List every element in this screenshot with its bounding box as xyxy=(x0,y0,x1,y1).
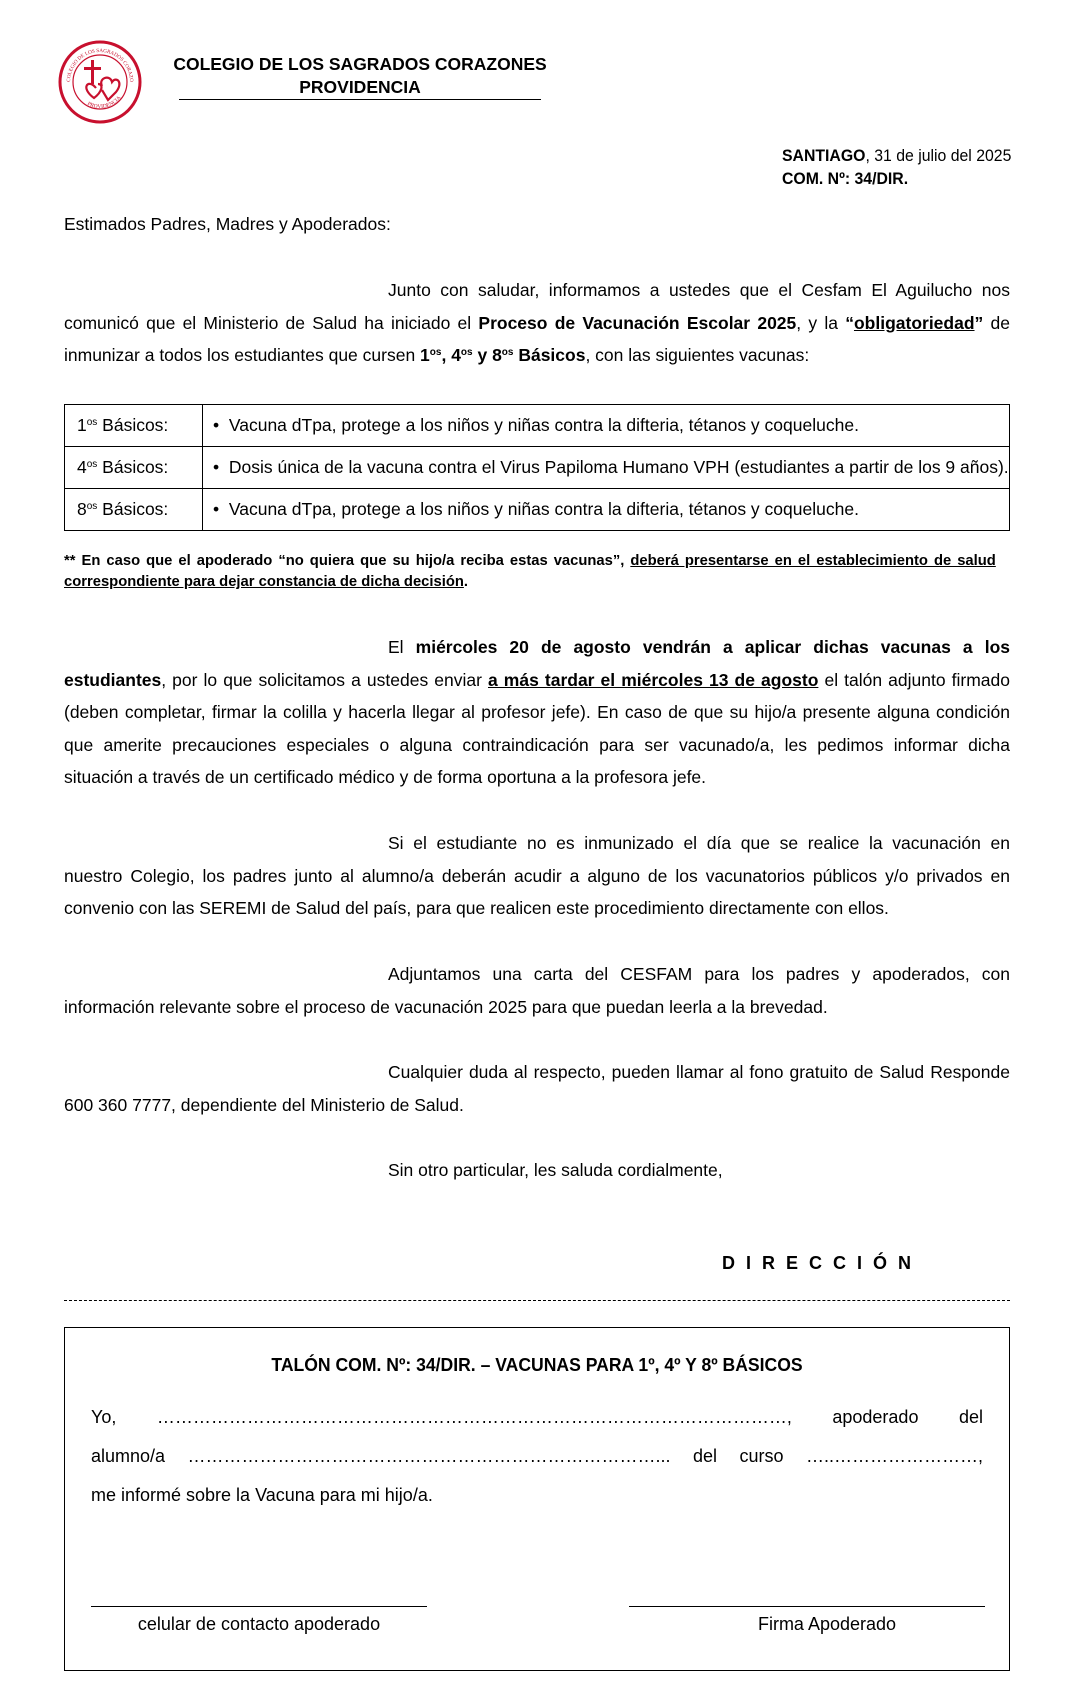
cut-line xyxy=(64,1300,1010,1301)
phone-signature-line[interactable] xyxy=(91,1606,427,1607)
greeting: Estimados Padres, Madres y Apoderados: xyxy=(64,214,391,234)
date-block xyxy=(782,144,1011,190)
logo-text-top: COLEGIO DE LOS SAGRADOS CORAZO xyxy=(65,47,135,83)
table-row xyxy=(65,489,1010,531)
reply-slip-title: TALÓN COM. Nº: 34/DIR. – VACUNAS PARA 1º, 4º Y 8º BÁSICOS xyxy=(271,1354,803,1375)
reply-slip xyxy=(64,1327,1010,1671)
svg-text:COLEGIO DE LOS SAGRADOS CORAZO xyxy=(58,40,134,82)
paragraph-cesfam-letter: Adjuntamos una carta del CESFAM para los padres y apoderados, con información relevante sobre el proceso de vacunación 2025 para que puedan leerla a la brevedad. xyxy=(64,964,1010,1017)
student-course-line[interactable]: alumno/a ……………………………………………………………………... del curso …..……………………, xyxy=(91,1446,983,1466)
refusal-note: ** En caso que el apoderado “no quiera que su hijo/a reciba estas vacunas”, deberá presentarse en el establecimiento de salud correspondiente para dejar constancia de dicha decisión. xyxy=(64,552,996,590)
signature-label: Firma Apoderado xyxy=(757,1614,897,1634)
guardian-signature-line[interactable] xyxy=(629,1606,985,1607)
school-header xyxy=(170,53,550,100)
city: SANTIAGO xyxy=(782,146,866,165)
vaccine-cell: • Vacuna dTpa, protege a los niños y niñas contra la difteria, tétanos y coqueluche. xyxy=(203,405,1010,447)
date: , 31 de julio del 2025 xyxy=(865,146,1012,165)
vaccine-table xyxy=(64,404,1010,531)
closing: Sin otro particular, les saluda cordialmente, xyxy=(388,1160,723,1180)
grade-cell: $4^{os}$ Básicos: xyxy=(65,447,203,489)
acknowledgement-line: me informé sobre la Vacuna para mi hijo/a. xyxy=(91,1485,433,1505)
campus-name: PROVIDENCIA xyxy=(179,76,541,100)
grade-cell: $8^{os}$ Básicos: xyxy=(65,489,203,531)
paragraph-intro: Junto con saludar, informamos a ustedes que el Cesfam El Aguilucho nos comunicó que el Ministerio de Salud ha iniciado el Proceso de Vacunación Escolar 2025, y la “obligatoriedad” de inmunizar a todos los estudiantes que cursen $1^{os}$, $4^{os}$ y $8^{os}$ Básicos, con las siguientes vacunas: xyxy=(64,280,1010,365)
paragraph-not-immunized: Si el estudiante no es inmunizado el día que se realice la vacunación en nuestro Colegio, los padres junto al alumno/a deberán acudir a alguno de los vacunatorios públicos y/o privados en convenio con las SEREMI de Salud del país, para que realicen este procedimiento directamente con ellos. xyxy=(64,833,1010,918)
guardian-name-line[interactable]: Yo, ……………………………………………………………………………………………, apoderado del xyxy=(91,1407,983,1427)
vaccine-cell: • Vacuna dTpa, protege a los niños y niñas contra la difteria, tétanos y coqueluche. xyxy=(203,489,1010,531)
com-number: COM. Nº: 34/DIR. xyxy=(782,169,909,188)
vaccine-cell: • Dosis única de la vacuna contra el Virus Papiloma Humano VPH (estudiantes a partir de los 9 años). xyxy=(203,447,1010,489)
school-logo xyxy=(58,40,142,124)
paragraph-schedule: El miércoles 20 de agosto vendrán a aplicar dichas vacunas a los estudiantes, por lo que solicitamos a ustedes enviar a más tardar el miércoles 13 de agosto el talón adjunto firmado (deben completar, firmar la colilla y hacerla llegar al profesor jefe). En caso de que su hijo/a presente alguna condición que amerite precauciones especiales o alguna contraindicación para ser vacunado/a, les pedimos informar dicha situación a través de un certificado médico y de forma oportuna a la profesora jefe. xyxy=(64,637,1010,787)
phone-label: celular de contacto apoderado xyxy=(137,1614,381,1634)
grade-cell: $1^{os}$ Básicos: xyxy=(65,405,203,447)
table-row xyxy=(65,447,1010,489)
logo-text-bottom: PROVIDENCIA xyxy=(86,95,123,111)
school-name: COLEGIO DE LOS SAGRADOS CORAZONES xyxy=(173,54,547,74)
table-row xyxy=(65,405,1010,447)
signature-direccion: DIRECCIÓN xyxy=(722,1253,923,1273)
paragraph-salud-responde: Cualquier duda al respecto, pueden llamar al fono gratuito de Salud Responde 600 360 7777, dependiente del Ministerio de Salud. xyxy=(64,1062,1010,1115)
